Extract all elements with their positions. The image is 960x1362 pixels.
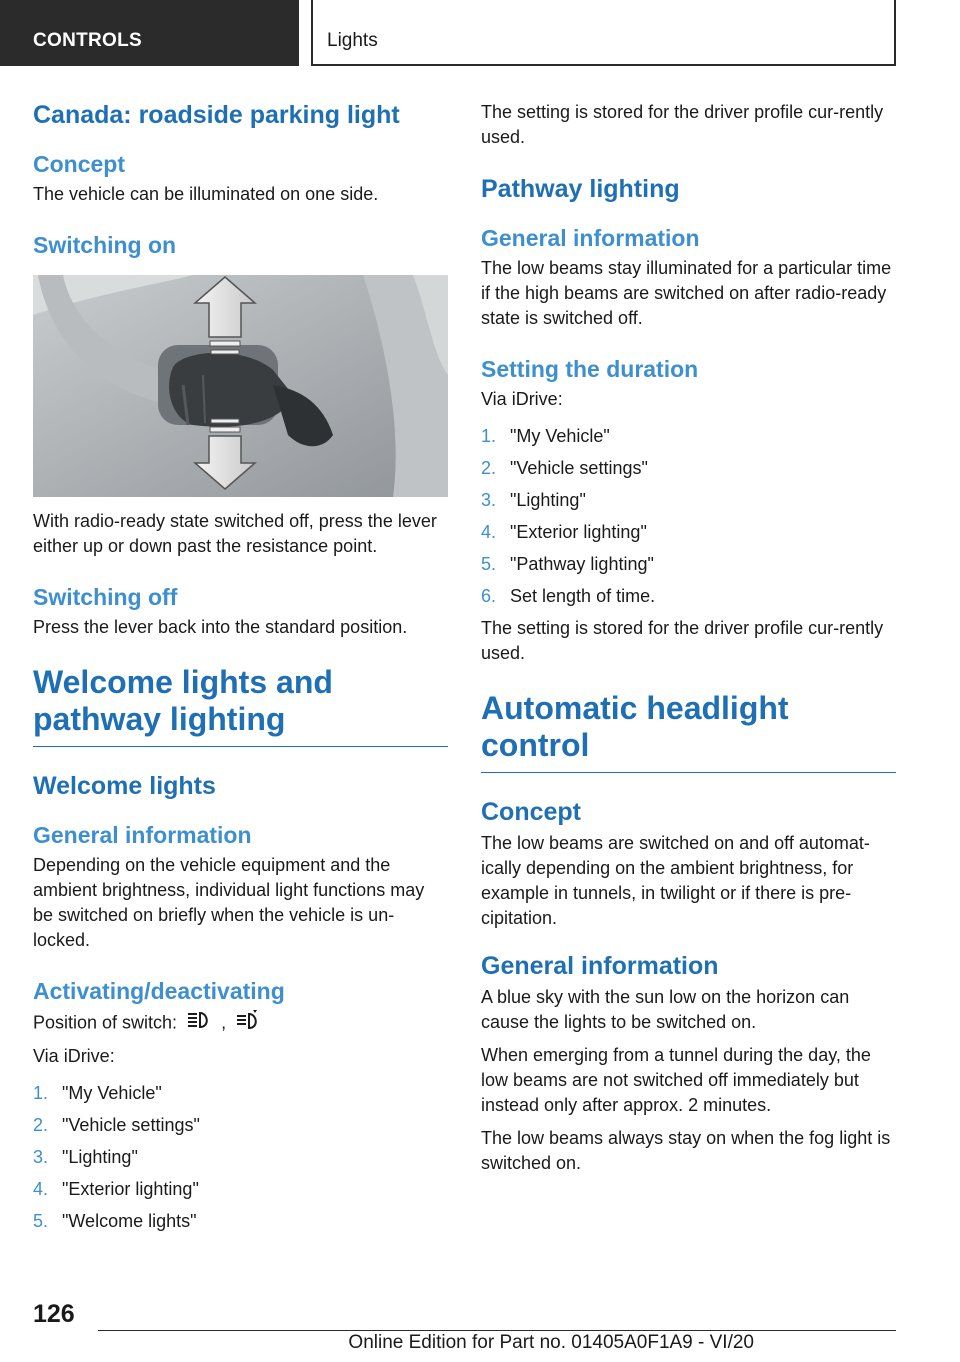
list-item: 4. "Exterior lighting" (481, 522, 647, 542)
auto-general-info-p1: A blue sky with the sun low on the horizon can cause the lights to be switched on. (481, 987, 850, 1032)
setting-duration-heading: Setting the duration (481, 356, 699, 382)
welcome-steps-list (33, 1081, 448, 1234)
switching-off-heading: Switching off (33, 584, 178, 610)
concept-heading: Concept (33, 151, 125, 177)
roadside-parking-heading: Canada: roadside parking light (33, 101, 400, 129)
page-footer (0, 1290, 960, 1362)
right-column (481, 100, 896, 1176)
list-item: 3. "Lighting" (33, 1147, 138, 1167)
welcome-pathway-title: Welcome lights and pathway lighting (33, 664, 448, 747)
automatic-headlight-title: Automatic headlight control (481, 690, 896, 773)
switch-position-separator: , (221, 1012, 227, 1033)
footer-divider (98, 1330, 896, 1331)
list-item: 1. "My Vehicle" (481, 426, 610, 446)
list-item: 6. Set length of time. (481, 586, 656, 606)
auto-concept-text: The low beams are switched on and off automat-ically depending on the ambient brightness, for example in tunnels, in twilight or if there is pre-cipitation. (481, 833, 870, 928)
list-item: 4. "Exterior lighting" (33, 1179, 199, 1199)
auto-headlight-icon (235, 1009, 261, 1038)
switch-position-line (33, 1009, 448, 1038)
stored-profile-text-1: The setting is stored for the driver profile cur-rently used. (481, 102, 884, 147)
auto-general-info-p2: When emerging from a tunnel during the day, the low beams are not switched off immediately but instead only after approx. 2 minutes. (481, 1045, 871, 1115)
welcome-lights-heading: Welcome lights (33, 772, 216, 800)
left-column (33, 100, 448, 1241)
pathway-lighting-heading: Pathway lighting (481, 175, 680, 203)
pathway-steps-list (481, 424, 896, 609)
list-item: 2. "Vehicle settings" (33, 1115, 200, 1135)
switching-on-heading: Switching on (33, 232, 177, 258)
switching-on-text: With radio-ready state switched off, press the lever either up or down past the resistance point. (33, 511, 437, 556)
auto-general-info-p3: The low beams always stay on when the fog light is switched on. (481, 1128, 891, 1173)
section-tab: CONTROLS (0, 0, 299, 66)
edition-text: Online Edition for Part no. 01405A0F1A9 - VI/20 (348, 1332, 754, 1353)
via-idrive-label: Via iDrive: (33, 1046, 115, 1066)
auto-general-information-heading: General information (481, 952, 719, 980)
list-item: 3. "Lighting" (481, 490, 586, 510)
activating-heading: Activating/deactivating (33, 978, 285, 1004)
list-item: 2. "Vehicle settings" (481, 458, 648, 478)
page-header (0, 0, 960, 66)
list-item: 5. "Pathway lighting" (481, 554, 654, 574)
headlight-icon (186, 1010, 212, 1037)
page-number: 126 (33, 1300, 75, 1328)
general-information-text: Depending on the vehicle equipment and the ambient brightness, individual light functions may be switched on briefly when the vehicle is un-locked. (33, 855, 425, 950)
auto-concept-heading: Concept (481, 798, 581, 826)
switch-position-label: Position of switch: (33, 1012, 178, 1033)
pathway-general-information-text: The low beams stay illuminated for a particular time if the high beams are switched on after radio-ready state is switched off. (481, 258, 892, 328)
lever-figure-svg (33, 275, 448, 497)
switching-off-text: Press the lever back into the standard position. (33, 617, 408, 637)
list-item: 5. "Welcome lights" (33, 1211, 197, 1231)
via-idrive-label-right: Via iDrive: (481, 389, 563, 409)
stored-profile-text-2: The setting is stored for the driver profile cur-rently used. (481, 618, 884, 663)
general-information-heading: General information (33, 822, 252, 848)
pathway-general-information-heading: General information (481, 225, 700, 251)
lever-illustration (33, 275, 448, 497)
list-item: 1. "My Vehicle" (33, 1083, 162, 1103)
chapter-title: Lights (311, 0, 896, 66)
concept-text: The vehicle can be illuminated on one side. (33, 184, 379, 204)
